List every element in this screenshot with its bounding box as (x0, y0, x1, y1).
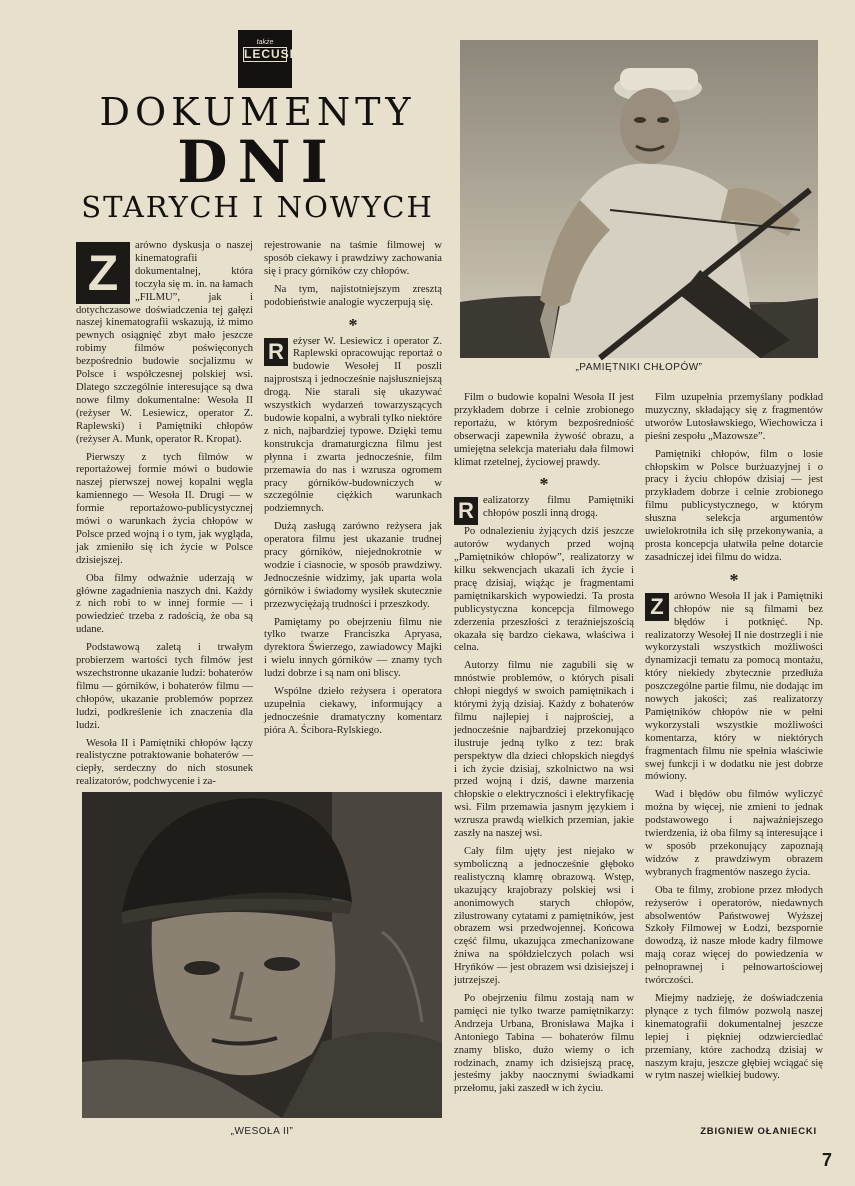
section-separator-star: * (348, 314, 358, 335)
title-line-3: STARYCH I NOWYCH (81, 190, 434, 224)
column-3-paragraph-3: Po odnalezieniu żyjących dziś jeszcze autorów wydanych przed wojną „Pamiętników chłopów”, realizatorzy w kilku sekwencjach ukazali ich życie i pracę dzisiaj, wiążąc je fragmentami pamiętnikarskich wypowiedzi. Ta prosta publicystyczna koncepcja filmowego zderzenia przeszłości z teraźniejszością okazała się bardzo ciekawa, właściwa i celna. (454, 526, 634, 654)
article-column-3 (454, 392, 634, 1142)
column-4-paragraph-2: Pamiętniki chłopów, film o losie chłopskim w Polsce burżuazyjnej i o pracy i życiu chłopów dzisiaj — jest przykładem dobrze i celnie zrobionego filmu publicystycznego, w którym słuszna selekcja argumentów uwielokrotniła ich siłę przekonywania, a prosta koncepcja ułatwiła pełne dotarcie zasadniczej idei filmu do widza. (645, 448, 823, 563)
article-column-1 (76, 240, 253, 788)
author-signature: ZBIGNIEW OŁANIECKI (700, 1126, 817, 1137)
farmer-photo-illustration (460, 40, 818, 358)
column-2-paragraph-6: Wspólne dzieło reżysera i operatora uzupełnia ciekawy, informujący a jednocześnie dramatyczny komentarz pióra A. Ścibora-Rylskiego. (264, 686, 442, 736)
logo-top-text: także (256, 39, 274, 46)
article-column-4 (645, 392, 823, 1120)
section-separator-star: * (729, 569, 739, 590)
photo-wesola-ii (82, 792, 442, 1118)
column-2-paragraph-1: rejestrowanie na taśmie filmowej w sposób ciekawy i prawdziwy zachowania się i pracy górników czy chłopów. (264, 240, 442, 277)
title-line-2: DNI (177, 128, 338, 196)
column-3-paragraph-6: Po obejrzeniu filmu zostają nam w pamięci nie tylko twarze pamiętnikarzy: Andrzeja Urbana, Bronisława Majka i Antoniego Tabina — bohaterów filmu znamy blisko, dużo wiemy o ich rodzinach, znamy ich dzisiejszą pracę, jesteśmy jakby naocznymi świadkami przełomu, jaki zaszedł w ich życiu. (454, 992, 634, 1095)
section-separator-star: * (539, 474, 549, 495)
column-3-paragraph-4: Autorzy filmu nie zagubili się w mnóstwie problemów, o których pisali chłopi niegdyś w swoich pamiętnikach i którymi żyją dzisiaj. Każdy z bohaterów filmu najlepiej i najprościej, a jednocześnie najbardziej przekonująco ilustruje jedną tylko z tez: brak perspektyw dla dzieci chłopskich niegdyś i ich życie dzisiaj, szkolnictwo na wsi przed wojną i dziś, dawne marzenia chłopskie o elektryczności i elektryfikację wsi. Film przemawia jasnym językiem i wzrusza prawdą wielkich przemian, jakie zaszły na naszej wsi. (454, 660, 634, 840)
drop-cap-r: R (454, 497, 478, 525)
column-2-paragraph-3: eżyser W. Lesiewicz i operator Z. Raplewski opracowując reportaż o budowie Wesołej II poszli najprostszą i jednocześnie najsłuszniejszą drogą. Nie starali się ukazywać wszystkich wydarzeń towarzyszących budowie kopalni, a wybrali tylko niektóre z nich, najbardziej typowe. Dzięki temu konstrukcja dramaturgiczna filmu jest płynna i zwarta jednocześnie, film przemawia do nas i wzrusza ogromem pracy górników-budowniczych w szczególnie ciężkich warunkach podziemnych. (264, 335, 442, 515)
column-2-paragraph-2: Na tym, najistotniejszym zresztą podobieństwie analogie wyczerpują się. (264, 283, 442, 308)
column-1-paragraph-3: Oba filmy odważnie uderzają w główne zagadnienia naszych dni. Każdy z nich robi to w innej formie — i powiedzieć trzeba z radością, że oba są udane. (76, 572, 253, 636)
column-1-paragraph-2: Pierwszy z tych filmów w reportażowej formie mówi o budowie naszej pierwszej nowej kopalni węgla kamiennego — Wesoła II. Drugi — w formie reportażowo-publicystycznej mówi o warunkach życia chłopów w Polsce przed wojną i o tym, jak wygląda, jak zmieniło się ich życie w Polsce dzisiejszej. (76, 451, 253, 566)
column-3-paragraph-2: ealizatorzy filmu Pamiętniki chłopów poszli inną drogą. (483, 495, 634, 520)
drop-cap-z: Z (76, 242, 130, 304)
column-4-paragraph-4: Wad i błędów obu filmów wyliczyć można by więcej, nie zmieni to jednak podstawowego i najważniejszego twierdzenia, iż oba filmy są interesujące i w sposób przekonujący zapoznają widzów z prawdziwym obrazem wybranych fragmentów naszego życia. (645, 789, 823, 878)
column-4-paragraph-3: arówno Wesoła II jak i Pamiętniki chłopów nie są filmami bez błędów i potknięć. Np. realizatorzy Wesołej II nie dostrzegli i nie wykorzystali wszystkich możliwości dynamizacji tematu za pomocą montażu, który niekiedy zbytecznie przedłuża poszczególne partie filmu, nie dodając im nowych jakości; zaś realizatorzy Pamiętników chłopów nie w pełni wykorzystali wszystkie możliwości komentarza, który w niektórych fragmentach filmu nie spełnia właściwie swej funkcji i w dodatku nie jest dobrze mówiony. (645, 590, 823, 783)
article-column-2 (264, 240, 442, 785)
drop-cap-z: Z (645, 593, 669, 621)
column-1-paragraph-1: arówno dyskusja o naszej kinematografii dokumentalnej, która toczyła się m. in. na łamach „FILMU”, jak i dotychczasowe doświadczenia tej gałęzi naszej kinematografii wskazują, iż mimo pewnych osiągnięć zbyt mało jeszcze robimy filmów poświęconych bezpośrednio budowie socjalizmu w Polsce i współczesnej polskiej wsi. Dlatego szczególnie interesujące są dwa nowe filmy dokumentalne: Wesoła II (reżyser W. Lesiewicz, operator Z. Raplewski) i Pamiętniki chłopów (reżyser A. Munk, operator R. Kropat). (76, 240, 253, 445)
drop-cap-r: R (264, 338, 288, 366)
column-2-paragraph-5: Pamiętamy po obejrzeniu filmu nie tylko twarze Franciszka Apryasa, dyrektora Świerzego, zawiadowcy Majki i wielu innych górników — znamy tych ludzi dobrze i są nam oni bliscy. (264, 616, 442, 680)
photo-caption-pamietniki: „PAMIĘTNIKI CHŁOPÓW” (575, 362, 703, 373)
miner-photo-illustration (82, 792, 442, 1118)
magazine-section-logo (238, 30, 304, 88)
column-3-paragraph-5: Cały film ujęty jest niejako w symboliczną a jednocześnie głęboko realistyczną klamrę obrazową. Wstęp, ukazujący krajobrazy polskiej wsi i anonimowych starych chłopów, zilustrowany cytatami z pamiętników, jest obrazem wsi przedwojennej. Końcowa część filmu, ukazująca zmechanizowane żniwa na spółdzielczych polach wsi Hryńków — jest obrazem wsi dzisiejszej i jutrzejszej. (454, 846, 634, 987)
page-number: 7 (821, 1150, 832, 1170)
column-3-paragraph-1: Film o budowie kopalni Wesoła II jest przykładem dobrze i celnie zrobionego reportażu, w którym bezpośredniość obserwacji zapewniła żywość obrazu, a umiejętna selekcja materiału dała filmowi klimat rzetelnej, życiowej prawdy. (454, 392, 634, 468)
logo-bottom-text: LECUSIE (244, 47, 304, 61)
column-2-paragraph-4: Dużą zasługą zarówno reżysera jak operatora filmu jest ukazanie trudnej pracy górników, niejednokrotnie w wodzie i ciasnocie, w sposób prawdziwy. Jednocześnie widzimy, jak uparta wola górników i świadomy wysiłek skutecznie przezwyciężają trudności i przeszkody. (264, 521, 442, 610)
column-1-paragraph-4: Podstawową zaletą i trwałym probierzem wartości tych filmów jest wszechstronne ukazanie ludzi: bohaterów filmu — górników, i bohaterów filmu — chłopów, ukazanie problemów poprzez ludzi, podkreślenie ich znaczenia dla ludzi. (76, 642, 253, 731)
column-4-paragraph-1: Film uzupełnia przemyślany podkład muzyczny, składający się z fragmentów utworów Lutosławskiego, Wiechowicza i pieśni zespołu „Mazowsze”. (645, 392, 823, 442)
column-4-paragraph-6: Miejmy nadzieję, że doświadczenia płynące z tych filmów pozwolą naszej kinematografii dokumentalnej jeszcze lepiej i piękniej odzwierciedlać przemiany, które zachodzą dzisiaj w naszym kraju, jeszcze głębiej wciągać się w rytm naszej wielkiej budowy. (645, 992, 823, 1082)
column-4-paragraph-5: Oba te filmy, zrobione przez młodych reżyserów i operatorów, niedawnych absolwentów Państwowej Wyższej Szkoły Filmowej w Łodzi, bezspornie dowodzą, iż nasze młode kadry filmowe mają coraz więcej do powiedzenia w pełnoprawnej i pełnowartościowej twórczości. (645, 884, 823, 987)
photo-pamietniki-chlopow (460, 40, 818, 358)
photo-caption-wesola: „WESOŁA II” (230, 1126, 294, 1137)
title-line-1: DOKUMENTY (99, 90, 416, 134)
column-1-paragraph-5: Wesoła II i Pamiętniki chłopów łączy realistyczne potraktowanie bohaterów — ciepły, serdeczny do nich stosunek realizatorów, podchwycenie i za- (76, 737, 253, 788)
